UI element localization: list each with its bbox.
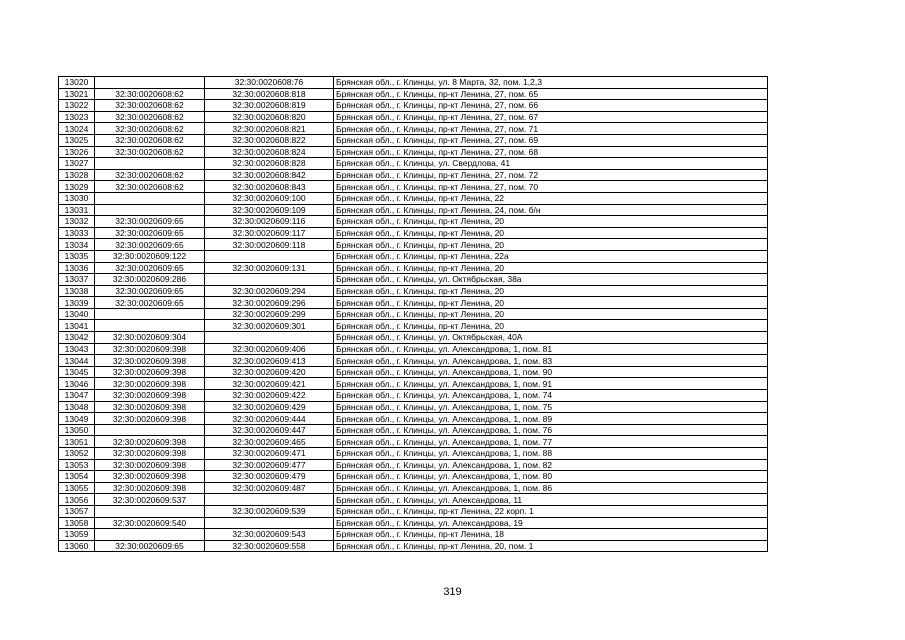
address-cell: Брянская обл., г. Клинцы, ул. Александрова, 1, пом. 90 bbox=[334, 366, 768, 378]
cadastral-number-cell: 32:30:0020609:301 bbox=[205, 320, 334, 332]
table-row bbox=[59, 448, 768, 460]
row-number-cell: 13050 bbox=[59, 424, 95, 436]
row-number-cell: 13059 bbox=[59, 529, 95, 541]
address-cell: Брянская обл., г. Клинцы, ул. Александрова, 1, пом. 86 bbox=[334, 482, 768, 494]
address-cell: Брянская обл., г. Клинцы, пр-кт Ленина, 20 bbox=[334, 320, 768, 332]
table-row bbox=[59, 239, 768, 251]
table-row bbox=[59, 285, 768, 297]
row-number-cell: 13034 bbox=[59, 239, 95, 251]
row-number-cell: 13051 bbox=[59, 436, 95, 448]
address-cell: Брянская обл., г. Клинцы, ул. Александрова, 1, пом. 75 bbox=[334, 401, 768, 413]
address-cell: Брянская обл., г. Клинцы, ул. Александрова, 1, пом. 74 bbox=[334, 390, 768, 402]
parent-cadastral-number-cell: 32:30:0020609:65 bbox=[95, 239, 205, 251]
parent-cadastral-number-cell: 32:30:0020608:62 bbox=[95, 123, 205, 135]
row-number-cell: 13040 bbox=[59, 308, 95, 320]
address-cell: Брянская обл., г. Клинцы, ул. Александрова, 1, пом. 91 bbox=[334, 378, 768, 390]
address-cell: Брянская обл., г. Клинцы, ул. Александрова, 1, пом. 80 bbox=[334, 471, 768, 483]
table-row bbox=[59, 169, 768, 181]
table-row bbox=[59, 146, 768, 158]
parent-cadastral-number-cell bbox=[95, 204, 205, 216]
cadastral-number-cell bbox=[205, 274, 334, 286]
parent-cadastral-number-cell: 32:30:0020609:537 bbox=[95, 494, 205, 506]
cadastral-number-cell: 32:30:0020609:296 bbox=[205, 297, 334, 309]
parent-cadastral-number-cell: 32:30:0020609:65 bbox=[95, 297, 205, 309]
table-row bbox=[59, 216, 768, 228]
parent-cadastral-number-cell: 32:30:0020609:398 bbox=[95, 401, 205, 413]
cadastral-number-cell: 32:30:0020609:447 bbox=[205, 424, 334, 436]
cadastral-number-cell: 32:30:0020609:109 bbox=[205, 204, 334, 216]
table-row bbox=[59, 378, 768, 390]
address-cell: Брянская обл., г. Клинцы, пр-кт Ленина, 20 bbox=[334, 239, 768, 251]
address-cell: Брянская обл., г. Клинцы, пр-кт Ленина, 27, пом. 68 bbox=[334, 146, 768, 158]
cadastral-number-cell: 32:30:0020608:76 bbox=[205, 77, 334, 89]
table-row bbox=[59, 366, 768, 378]
address-cell: Брянская обл., г. Клинцы, ул. Октябрьская, 40А bbox=[334, 332, 768, 344]
parent-cadastral-number-cell: 32:30:0020608:62 bbox=[95, 134, 205, 146]
row-number-cell: 13031 bbox=[59, 204, 95, 216]
parent-cadastral-number-cell: 32:30:0020609:398 bbox=[95, 436, 205, 448]
cadastral-number-cell: 32:30:0020608:824 bbox=[205, 146, 334, 158]
cadastral-number-cell: 32:30:0020609:487 bbox=[205, 482, 334, 494]
row-number-cell: 13046 bbox=[59, 378, 95, 390]
row-number-cell: 13052 bbox=[59, 448, 95, 460]
cadastral-number-cell: 32:30:0020608:820 bbox=[205, 111, 334, 123]
table-row bbox=[59, 482, 768, 494]
row-number-cell: 13036 bbox=[59, 262, 95, 274]
parent-cadastral-number-cell: 32:30:0020609:398 bbox=[95, 482, 205, 494]
parent-cadastral-number-cell: 32:30:0020608:62 bbox=[95, 146, 205, 158]
table-row bbox=[59, 204, 768, 216]
row-number-cell: 13049 bbox=[59, 413, 95, 425]
row-number-cell: 13053 bbox=[59, 459, 95, 471]
parent-cadastral-number-cell: 32:30:0020609:398 bbox=[95, 448, 205, 460]
address-cell: Брянская обл., г. Клинцы, пр-кт Ленина, 27, пом. 69 bbox=[334, 134, 768, 146]
table-row bbox=[59, 332, 768, 344]
cadastral-number-cell: 32:30:0020609:543 bbox=[205, 529, 334, 541]
row-number-cell: 13054 bbox=[59, 471, 95, 483]
cadastral-number-cell: 32:30:0020609:444 bbox=[205, 413, 334, 425]
row-number-cell: 13043 bbox=[59, 343, 95, 355]
row-number-cell: 13020 bbox=[59, 77, 95, 89]
parent-cadastral-number-cell: 32:30:0020609:398 bbox=[95, 366, 205, 378]
row-number-cell: 13023 bbox=[59, 111, 95, 123]
address-cell: Брянская обл., г. Клинцы, ул. Александрова, 1, пом. 83 bbox=[334, 355, 768, 367]
cadastral-number-cell: 32:30:0020609:413 bbox=[205, 355, 334, 367]
row-number-cell: 13037 bbox=[59, 274, 95, 286]
cadastral-number-cell: 32:30:0020609:406 bbox=[205, 343, 334, 355]
row-number-cell: 13024 bbox=[59, 123, 95, 135]
row-number-cell: 13047 bbox=[59, 390, 95, 402]
table-row bbox=[59, 181, 768, 193]
table-row bbox=[59, 274, 768, 286]
table-row bbox=[59, 100, 768, 112]
row-number-cell: 13027 bbox=[59, 158, 95, 170]
address-cell: Брянская обл., г. Клинцы, ул. Александрова, 1, пом. 76 bbox=[334, 424, 768, 436]
parent-cadastral-number-cell: 32:30:0020608:62 bbox=[95, 88, 205, 100]
table-row bbox=[59, 192, 768, 204]
parent-cadastral-number-cell: 32:30:0020609:398 bbox=[95, 459, 205, 471]
address-cell: Брянская обл., г. Клинцы, пр-кт Ленина, 22 bbox=[334, 192, 768, 204]
cadastral-number-cell: 32:30:0020609:100 bbox=[205, 192, 334, 204]
table-row bbox=[59, 308, 768, 320]
cadastral-number-cell: 32:30:0020609:299 bbox=[205, 308, 334, 320]
address-cell: Брянская обл., г. Клинцы, пр-кт Ленина, 20 bbox=[334, 285, 768, 297]
cadastral-number-cell: 32:30:0020609:420 bbox=[205, 366, 334, 378]
cadastral-number-cell bbox=[205, 250, 334, 262]
address-cell: Брянская обл., г. Клинцы, пр-кт Ленина, 20 bbox=[334, 308, 768, 320]
table-row bbox=[59, 297, 768, 309]
address-cell: Брянская обл., г. Клинцы, пр-кт Ленина, 27, пом. 72 bbox=[334, 169, 768, 181]
parent-cadastral-number-cell: 32:30:0020609:65 bbox=[95, 285, 205, 297]
address-cell: Брянская обл., г. Клинцы, пр-кт Ленина, 22 корп. 1 bbox=[334, 505, 768, 517]
cadastral-number-cell: 32:30:0020608:819 bbox=[205, 100, 334, 112]
address-cell: Брянская обл., г. Клинцы, пр-кт Ленина, 20 bbox=[334, 216, 768, 228]
parent-cadastral-number-cell: 32:30:0020608:62 bbox=[95, 100, 205, 112]
cadastral-number-cell: 32:30:0020608:842 bbox=[205, 169, 334, 181]
address-cell: Брянская обл., г. Клинцы, ул. Александрова, 1, пом. 77 bbox=[334, 436, 768, 448]
table-row bbox=[59, 459, 768, 471]
parent-cadastral-number-cell bbox=[95, 77, 205, 89]
cadastral-number-cell: 32:30:0020609:539 bbox=[205, 505, 334, 517]
address-cell: Брянская обл., г. Клинцы, ул. Александрова, 1, пом. 88 bbox=[334, 448, 768, 460]
address-cell: Брянская обл., г. Клинцы, ул. Александрова, 1, пом. 89 bbox=[334, 413, 768, 425]
address-cell: Брянская обл., г. Клинцы, пр-кт Ленина, 20, пом. 1 bbox=[334, 540, 768, 552]
address-cell: Брянская обл., г. Клинцы, пр-кт Ленина, 27, пом. 66 bbox=[334, 100, 768, 112]
cadastral-number-cell: 32:30:0020609:131 bbox=[205, 262, 334, 274]
table-row bbox=[59, 158, 768, 170]
table-row bbox=[59, 390, 768, 402]
row-number-cell: 13045 bbox=[59, 366, 95, 378]
cadastral-number-cell: 32:30:0020609:479 bbox=[205, 471, 334, 483]
table-row bbox=[59, 355, 768, 367]
row-number-cell: 13021 bbox=[59, 88, 95, 100]
address-cell: Брянская обл., г. Клинцы, пр-кт Ленина, 24, пом. б/н bbox=[334, 204, 768, 216]
page-number: 319 bbox=[443, 586, 462, 598]
row-number-cell: 13048 bbox=[59, 401, 95, 413]
row-number-cell: 13022 bbox=[59, 100, 95, 112]
cadastral-number-cell: 32:30:0020608:818 bbox=[205, 88, 334, 100]
parent-cadastral-number-cell: 32:30:0020608:62 bbox=[95, 169, 205, 181]
row-number-cell: 13038 bbox=[59, 285, 95, 297]
table-row bbox=[59, 227, 768, 239]
parent-cadastral-number-cell: 32:30:0020609:286 bbox=[95, 274, 205, 286]
table-row bbox=[59, 320, 768, 332]
parent-cadastral-number-cell bbox=[95, 320, 205, 332]
parent-cadastral-number-cell: 32:30:0020609:398 bbox=[95, 355, 205, 367]
row-number-cell: 13026 bbox=[59, 146, 95, 158]
address-cell: Брянская обл., г. Клинцы, пр-кт Ленина, 27, пом. 71 bbox=[334, 123, 768, 135]
cadastral-number-cell: 32:30:0020609:118 bbox=[205, 239, 334, 251]
cadastral-number-cell: 32:30:0020609:558 bbox=[205, 540, 334, 552]
row-number-cell: 13030 bbox=[59, 192, 95, 204]
row-number-cell: 13058 bbox=[59, 517, 95, 529]
row-number-cell: 13025 bbox=[59, 134, 95, 146]
table-row bbox=[59, 111, 768, 123]
cadastral-number-cell: 32:30:0020609:465 bbox=[205, 436, 334, 448]
cadastral-number-cell: 32:30:0020608:822 bbox=[205, 134, 334, 146]
row-number-cell: 13060 bbox=[59, 540, 95, 552]
cadastral-register-table bbox=[58, 76, 768, 552]
cadastral-number-cell: 32:30:0020609:422 bbox=[205, 390, 334, 402]
address-cell: Брянская обл., г. Клинцы, пр-кт Ленина, 27, пом. 65 bbox=[334, 88, 768, 100]
table-row bbox=[59, 262, 768, 274]
parent-cadastral-number-cell: 32:30:0020609:398 bbox=[95, 378, 205, 390]
parent-cadastral-number-cell: 32:30:0020609:122 bbox=[95, 250, 205, 262]
address-cell: Брянская обл., г. Клинцы, пр-кт Ленина, 27, пом. 70 bbox=[334, 181, 768, 193]
parent-cadastral-number-cell: 32:30:0020609:65 bbox=[95, 216, 205, 228]
parent-cadastral-number-cell: 32:30:0020609:540 bbox=[95, 517, 205, 529]
table-row bbox=[59, 540, 768, 552]
address-cell: Брянская обл., г. Клинцы, ул. Октябрьская, 38а bbox=[334, 274, 768, 286]
table-row bbox=[59, 88, 768, 100]
cadastral-number-cell bbox=[205, 494, 334, 506]
parent-cadastral-number-cell bbox=[95, 158, 205, 170]
cadastral-number-cell bbox=[205, 517, 334, 529]
table-row bbox=[59, 250, 768, 262]
table-row bbox=[59, 424, 768, 436]
address-cell: Брянская обл., г. Клинцы, ул. Александрова, 1, пом. 81 bbox=[334, 343, 768, 355]
parent-cadastral-number-cell: 32:30:0020609:304 bbox=[95, 332, 205, 344]
parent-cadastral-number-cell: 32:30:0020609:65 bbox=[95, 227, 205, 239]
cadastral-number-cell: 32:30:0020609:421 bbox=[205, 378, 334, 390]
address-cell: Брянская обл., г. Клинцы, пр-кт Ленина, 20 bbox=[334, 227, 768, 239]
address-cell: Брянская обл., г. Клинцы, пр-кт Ленина, 18 bbox=[334, 529, 768, 541]
row-number-cell: 13028 bbox=[59, 169, 95, 181]
address-cell: Брянская обл., г. Клинцы, пр-кт Ленина, 27, пом. 67 bbox=[334, 111, 768, 123]
address-cell: Брянская обл., г. Клинцы, пр-кт Ленина, 20 bbox=[334, 262, 768, 274]
table-row bbox=[59, 529, 768, 541]
address-cell: Брянская обл., г. Клинцы, пр-кт Ленина, 22а bbox=[334, 250, 768, 262]
parent-cadastral-number-cell bbox=[95, 505, 205, 517]
row-number-cell: 13057 bbox=[59, 505, 95, 517]
cadastral-number-cell: 32:30:0020608:821 bbox=[205, 123, 334, 135]
table-row bbox=[59, 505, 768, 517]
parent-cadastral-number-cell: 32:30:0020609:398 bbox=[95, 343, 205, 355]
parent-cadastral-number-cell: 32:30:0020609:398 bbox=[95, 413, 205, 425]
parent-cadastral-number-cell: 32:30:0020609:65 bbox=[95, 540, 205, 552]
cadastral-number-cell bbox=[205, 332, 334, 344]
parent-cadastral-number-cell bbox=[95, 424, 205, 436]
cadastral-number-cell: 32:30:0020609:471 bbox=[205, 448, 334, 460]
table-row bbox=[59, 517, 768, 529]
cadastral-number-cell: 32:30:0020609:117 bbox=[205, 227, 334, 239]
parent-cadastral-number-cell bbox=[95, 529, 205, 541]
parent-cadastral-number-cell bbox=[95, 308, 205, 320]
row-number-cell: 13041 bbox=[59, 320, 95, 332]
cadastral-number-cell: 32:30:0020608:828 bbox=[205, 158, 334, 170]
table-row bbox=[59, 471, 768, 483]
row-number-cell: 13042 bbox=[59, 332, 95, 344]
address-cell: Брянская обл., г. Клинцы, пр-кт Ленина, 20 bbox=[334, 297, 768, 309]
table-row bbox=[59, 77, 768, 89]
address-cell: Брянская обл., г. Клинцы, ул. Александрова, 19 bbox=[334, 517, 768, 529]
parent-cadastral-number-cell bbox=[95, 192, 205, 204]
table-row bbox=[59, 401, 768, 413]
row-number-cell: 13039 bbox=[59, 297, 95, 309]
table-row bbox=[59, 494, 768, 506]
row-number-cell: 13055 bbox=[59, 482, 95, 494]
table-row bbox=[59, 343, 768, 355]
row-number-cell: 13035 bbox=[59, 250, 95, 262]
cadastral-number-cell: 32:30:0020608:843 bbox=[205, 181, 334, 193]
row-number-cell: 13032 bbox=[59, 216, 95, 228]
parent-cadastral-number-cell: 32:30:0020609:65 bbox=[95, 262, 205, 274]
address-cell: Брянская обл., г. Клинцы, ул. Александрова, 1, пом. 82 bbox=[334, 459, 768, 471]
parent-cadastral-number-cell: 32:30:0020608:62 bbox=[95, 111, 205, 123]
row-number-cell: 13029 bbox=[59, 181, 95, 193]
cadastral-number-cell: 32:30:0020609:477 bbox=[205, 459, 334, 471]
row-number-cell: 13033 bbox=[59, 227, 95, 239]
table-row bbox=[59, 123, 768, 135]
table-row bbox=[59, 413, 768, 425]
cadastral-number-cell: 32:30:0020609:294 bbox=[205, 285, 334, 297]
cadastral-number-cell: 32:30:0020609:116 bbox=[205, 216, 334, 228]
parent-cadastral-number-cell: 32:30:0020609:398 bbox=[95, 471, 205, 483]
table-row bbox=[59, 436, 768, 448]
row-number-cell: 13044 bbox=[59, 355, 95, 367]
table-body bbox=[59, 77, 768, 552]
table-row bbox=[59, 134, 768, 146]
parent-cadastral-number-cell: 32:30:0020609:398 bbox=[95, 390, 205, 402]
parent-cadastral-number-cell: 32:30:0020608:62 bbox=[95, 181, 205, 193]
row-number-cell: 13056 bbox=[59, 494, 95, 506]
address-cell: Брянская обл., г. Клинцы, ул. 8 Марта, 32, пом. 1,2,3 bbox=[334, 77, 768, 89]
address-cell: Брянская обл., г. Клинцы, ул. Свердлова, 41 bbox=[334, 158, 768, 170]
address-cell: Брянская обл., г. Клинцы, ул. Александрова, 11 bbox=[334, 494, 768, 506]
cadastral-number-cell: 32:30:0020609:429 bbox=[205, 401, 334, 413]
